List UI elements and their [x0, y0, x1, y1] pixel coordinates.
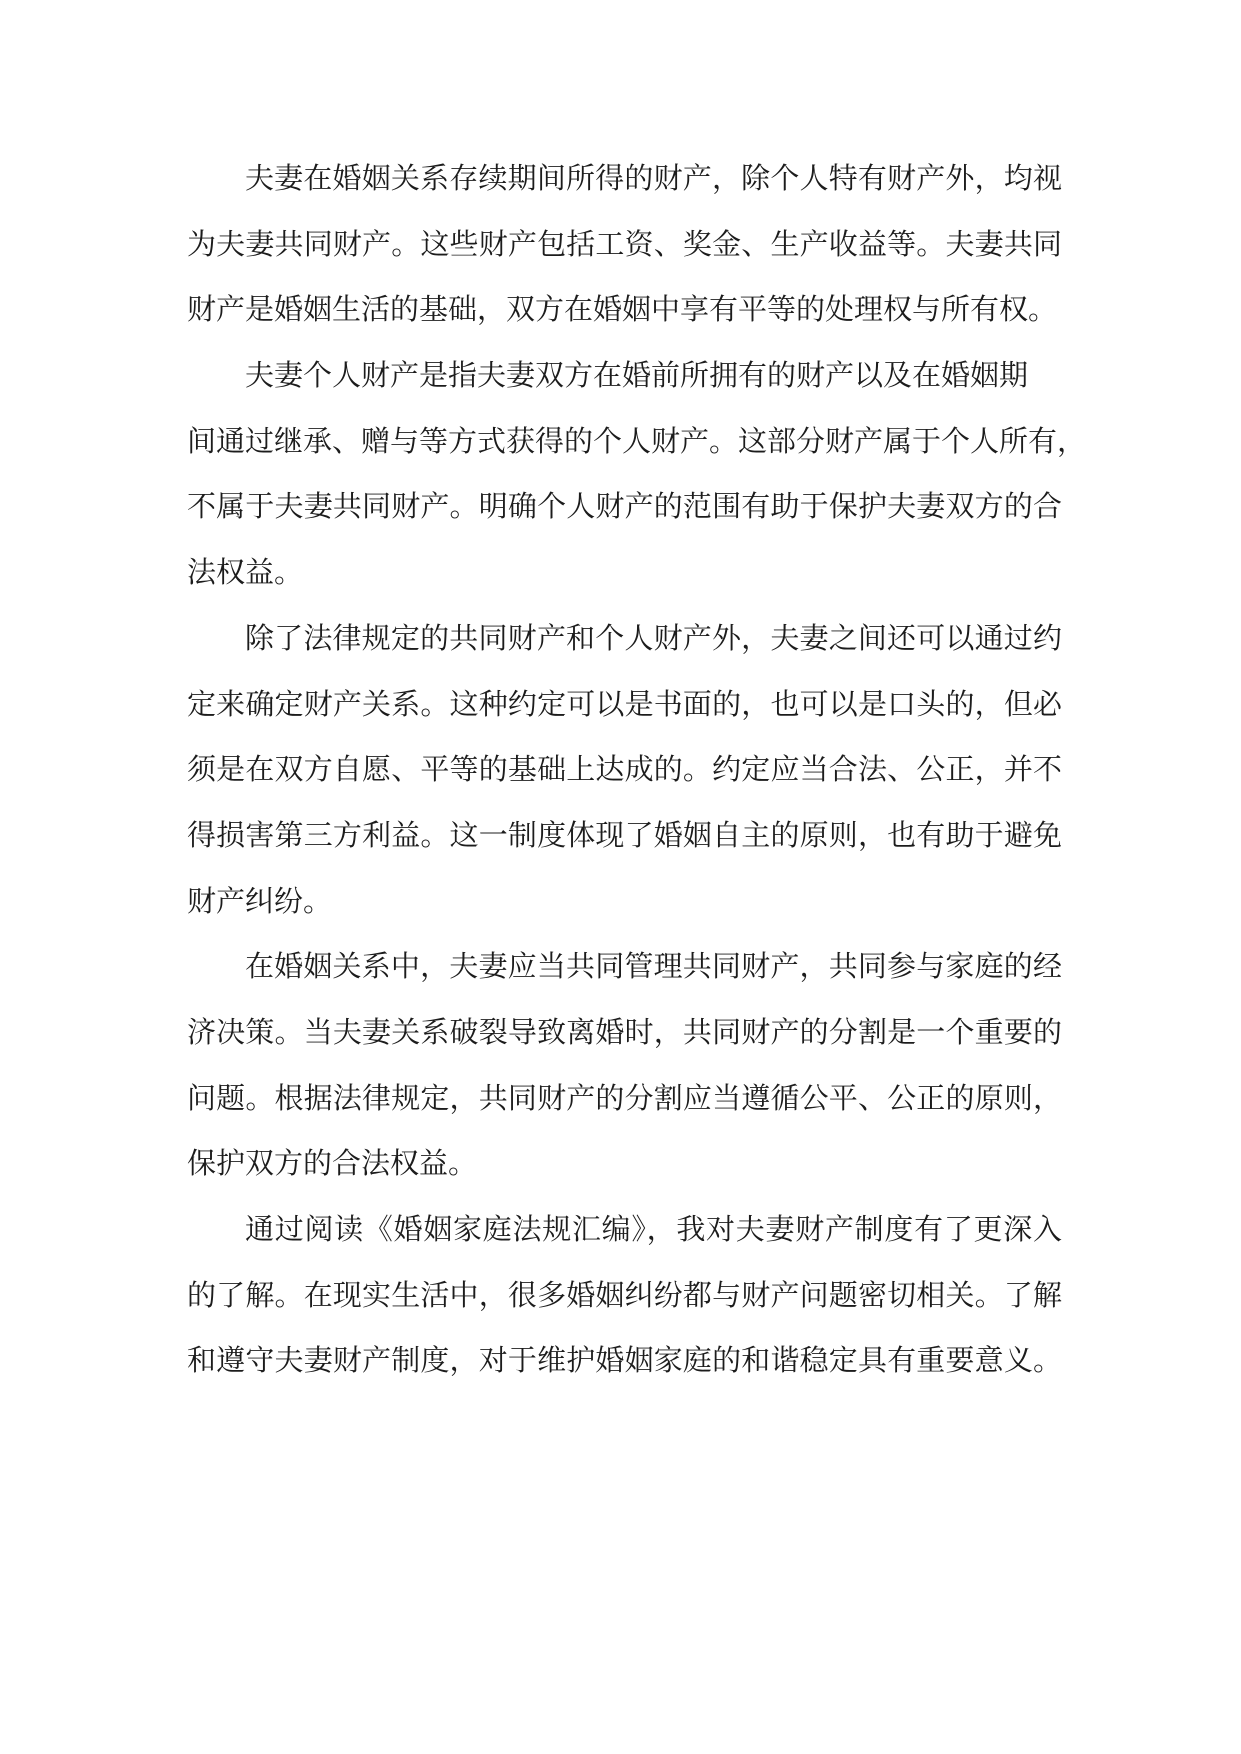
text-line: 财产纠纷。 [187, 883, 333, 918]
text-line: 为夫妻共同财产。这些财产包括工资、奖金、生产收益等。夫妻共同 [187, 226, 1062, 261]
text-line: 通过阅读《婚姻家庭法规汇编》，我对夫妻财产制度有了更深入 [245, 1212, 1062, 1246]
document-body [187, 146, 1087, 1394]
text-line: 的了解。在现实生活中，很多婚姻纠纷都与财产问题密切相关。了解 [187, 1277, 1062, 1312]
text-line: 定来确定财产关系。这种约定可以是书面的，也可以是口头的，但必 [187, 686, 1062, 721]
paragraph-common-property [187, 146, 1062, 343]
paragraph-property-agreement [187, 606, 1062, 934]
paragraph-personal-property [187, 343, 1087, 606]
text-line: 夫妻在婚姻关系存续期间所得的财产，除个人特有财产外，均视 [245, 161, 1062, 195]
text-line: 在婚姻关系中，夫妻应当共同管理共同财产，共同参与家庭的经 [245, 949, 1062, 984]
text-line: 财产是婚姻生活的基础，双方在婚姻中享有平等的处理权与所有权。 [187, 292, 1058, 327]
paragraph-property-division [187, 934, 1062, 1197]
text-line: 法权益。 [187, 555, 304, 590]
text-line: 不属于夫妻共同财产。明确个人财产的范围有助于保护夫妻双方的合 [187, 489, 1062, 524]
paragraph-conclusion [187, 1197, 1062, 1394]
text-line: 和遵守夫妻财产制度，对于维护婚姻家庭的和谐稳定具有重要意义。 [187, 1343, 1062, 1378]
text-line: 问题。根据法律规定，共同财产的分割应当遵循公平、公正的原则， [187, 1080, 1062, 1115]
text-line: 须是在双方自愿、平等的基础上达成的。约定应当合法、公正，并不 [187, 752, 1062, 787]
text-line: 保护双方的合法权益。 [187, 1146, 478, 1181]
text-line: 济决策。当夫妻关系破裂导致离婚时，共同财产的分割是一个重要的 [187, 1014, 1062, 1049]
text-line: 夫妻个人财产是指夫妻双方在婚前所拥有的财产以及在婚姻期 [245, 358, 1029, 393]
text-line: 间通过继承、赠与等方式获得的个人财产。这部分财产属于个人所有， [187, 423, 1087, 458]
text-line: 得损害第三方利益。这一制度体现了婚姻自主的原则，也有助于避免 [187, 817, 1062, 852]
text-line: 除了法律规定的共同财产和个人财产外，夫妻之间还可以通过约 [245, 620, 1062, 655]
